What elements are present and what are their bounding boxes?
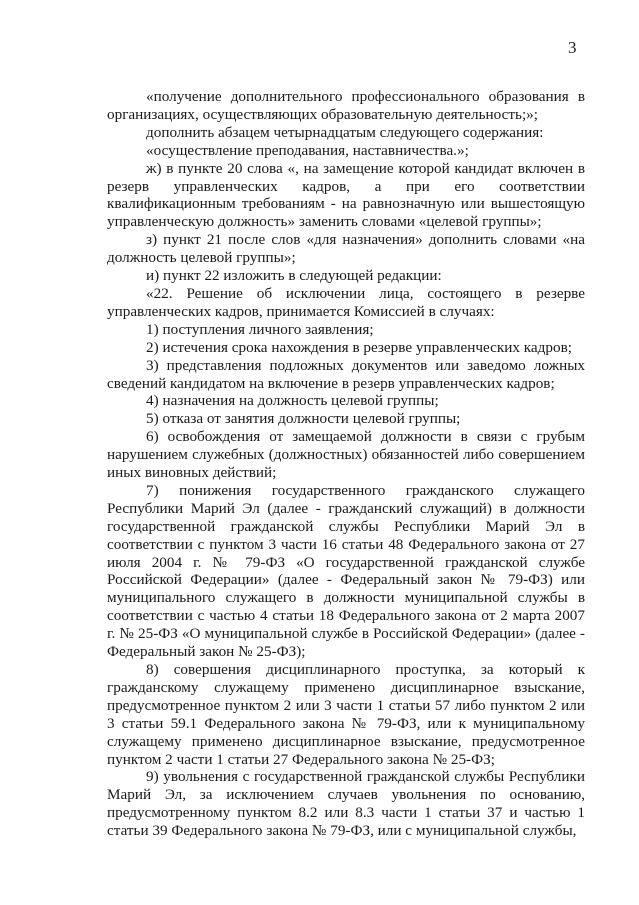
list-item: 3) представления подложных документов или заведомо ложных сведений кандидатом на включение в резерв управленческих кадров; (107, 356, 585, 392)
paragraph: з) пункт 21 после слов «для назначения» дополнить словами «на должность целевой группы»; (107, 231, 585, 267)
paragraph: и) пункт 22 изложить в следующей редакции: (146, 267, 442, 285)
list-item: 6) освобождения от замещаемой должности в связи с грубым нарушением служебных (должностных) обязанностей либо совершением иных виновных действий; (107, 428, 585, 482)
list-item: 2) истечения срока нахождения в резерве управленческих кадров; (146, 338, 572, 356)
paragraph: «22. Решение об исключении лица, состоящего в резерве управленческих кадров, принимается Комиссией в случаях: (107, 284, 585, 320)
list-item: 4) назначения на должность целевой группы; (146, 392, 439, 410)
list-item: 7) понижения государственного гражданского служащего Республики Марий Эл (далее - гражданский служащий) в должности государственной гражданской службы Республики Марий Эл в соответствии с пунктом 3 части 16 статьи 48 Федерального закона от 27 июля 2004 г. № 79-ФЗ «О государственной гражданской службе Российской Федерации» (далее - Федеральный закон № 79-ФЗ) или муниципального служащего в должности муниципальной службы в соответствии с частью 4 статьи 18 Федерального закона от 2 марта 2007 г. № 25-ФЗ «О муниципальной службе в Российской Федерации» (далее - Федеральный закон № 25-ФЗ); (107, 481, 585, 661)
paragraph: «осуществление преподавания, наставничества.»; (146, 141, 469, 159)
document-body (107, 88, 585, 840)
paragraph: ж) в пункте 20 слова «, на замещение которой кандидат включен в резерв управленческих кадров, а при его соответствии квалификационным требованиям - на равнозначную или вышестоящую управленческую должность» заменить словами «целевой группы»; (107, 159, 585, 231)
list-item: 5) отказа от занятия должности целевой группы; (146, 410, 461, 428)
list-item: 9) увольнения с государственной гражданской службы Республики Марий Эл, за исключением случаев увольнения по основанию, предусмотренному пунктом 8.2 или 8.3 части 1 статьи 37 и частью 1 статьи 39 Федерального закона № 79-ФЗ, или с муниципальной службы, (107, 768, 585, 840)
paragraph: дополнить абзацем четырнадцатым следующего содержания: (146, 123, 544, 141)
page-number: 3 (568, 38, 577, 57)
paragraph: «получение дополнительного профессионального образования в организациях, осуществляющих образовательную деятельность;»; (107, 88, 585, 123)
list-item: 8) совершения дисциплинарного проступка, за который к гражданскому служащему применено дисциплинарное взыскание, предусмотренное пунктом 2 или 3 части 1 статьи 57 либо пунктом 2 или 3 статьи 59.1 Федерального закона № 79-ФЗ, или к муниципальному служащему применено дисциплинарное взыскание, предусмотренное пунктом 2 части 1 статьи 27 Федерального закона № 25-ФЗ; (107, 661, 585, 768)
list-item: 1) поступления личного заявления; (146, 320, 374, 338)
